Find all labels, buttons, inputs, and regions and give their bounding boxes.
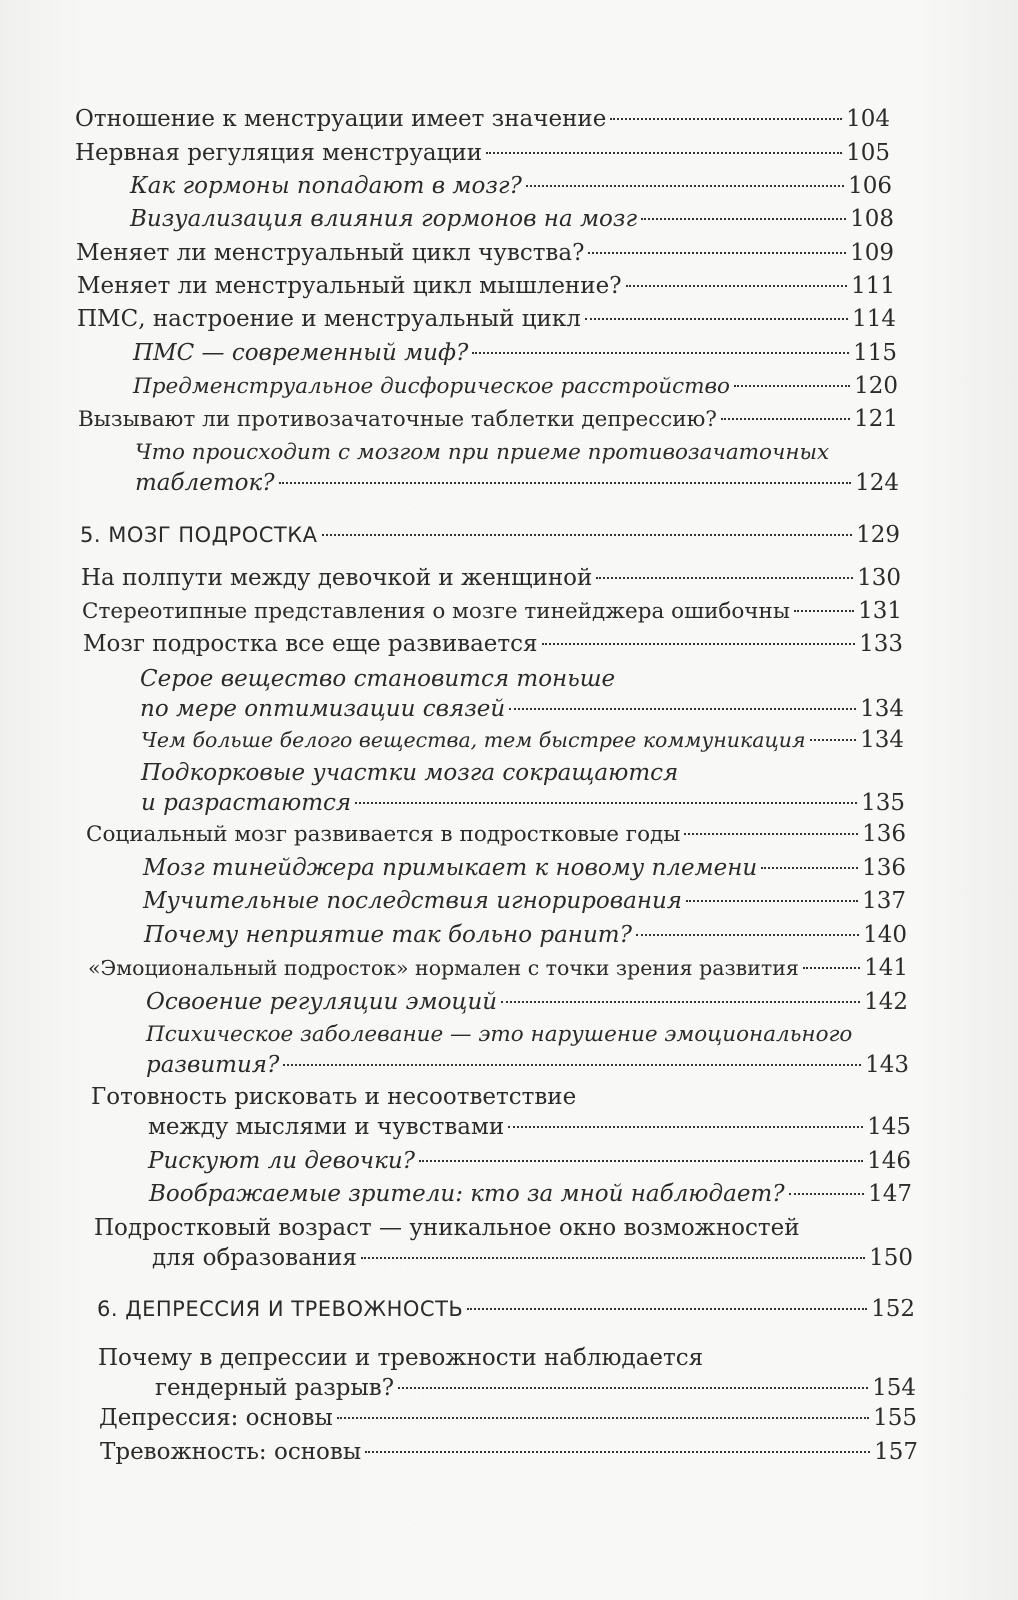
leader-dots (794, 610, 854, 612)
toc-entry (91, 1082, 911, 1142)
toc-entry (81, 563, 901, 593)
toc-page-number: 115 (853, 340, 897, 366)
toc-page-number: 131 (858, 598, 902, 624)
toc-entry-title: «Эмоциональный подросток» нормален с точки зрения развития (88, 956, 799, 980)
toc-entry-title: Предменструальное дисфорическое расстройство (133, 374, 730, 399)
toc-page-number: 136 (862, 821, 906, 847)
toc-page-number: 137 (862, 888, 906, 914)
toc-subentry (143, 886, 906, 916)
toc-subentry (144, 920, 907, 950)
leader-dots (501, 1001, 860, 1003)
toc-entry (100, 1437, 918, 1467)
toc-entry-title: ПМС, настроение и менструальный цикл (77, 306, 581, 332)
toc-page-number: 140 (863, 922, 907, 948)
toc-entry-title: Меняет ли менструальный цикл чувства? (76, 240, 585, 266)
toc-subentry (135, 438, 899, 498)
toc-entry-title: Мозг подростка все еще развивается (83, 631, 538, 657)
leader-dots (761, 867, 858, 869)
leader-dots (472, 352, 849, 354)
toc-page-number: 114 (852, 306, 896, 332)
toc-entry-title: Вызывают ли противозачаточные таблетки депрессию? (78, 407, 717, 432)
toc-entry-title: развития? (146, 1052, 280, 1078)
toc-page-number: 124 (855, 470, 899, 496)
toc-page-number: 129 (856, 522, 900, 548)
toc-entry (99, 1403, 917, 1433)
toc-page-number: 147 (868, 1181, 912, 1207)
leader-dots (585, 318, 848, 320)
toc-entry-title: На полпути между девочкой и женщиной (81, 565, 593, 591)
leader-dots (486, 152, 842, 154)
toc-entry-title-line1: Психическое заболевание — это нарушение эмоционального (146, 1022, 853, 1047)
toc-chapter (80, 520, 900, 550)
toc-entry-title-line1: Подкорковые участки мозга сокращаются (141, 760, 679, 786)
leader-dots (279, 482, 852, 484)
toc-entry-title: Почему неприятие так больно ранит? (144, 922, 632, 948)
toc-page-number: 106 (848, 173, 892, 199)
toc-entry-title: Как гормоны попадают в мозг? (130, 173, 522, 199)
toc-entry (88, 953, 908, 983)
toc-entry-title: ПМС — современный миф? (133, 340, 469, 366)
toc-page-number: 136 (862, 855, 906, 881)
leader-dots (610, 118, 842, 120)
toc-entry (76, 238, 894, 268)
toc-page-number: 152 (871, 1296, 915, 1322)
toc-entry-title: Депрессия: основы (99, 1405, 333, 1431)
toc-entry-title: Освоение регуляции эмоций (146, 989, 498, 1015)
leader-dots (283, 1064, 861, 1066)
toc-page-number: 145 (867, 1114, 911, 1140)
toc-entry-title: по мере оптимизации связей (140, 696, 506, 722)
toc-entry-title: Стереотипные представления о мозге тинейджера ошибочны (82, 599, 790, 624)
toc-entry (77, 271, 895, 301)
toc-entry-title: Визуализация влияния гормонов на мозг (130, 206, 638, 232)
toc-subentry (146, 1020, 909, 1080)
toc-page-number: 104 (846, 106, 890, 132)
toc-entry-title-line1: Серое вещество становится тоньше (140, 666, 616, 692)
toc-entry-title-line1: Подростковый возраст — уникальное окно возможностей (94, 1215, 800, 1241)
toc-page-number: 108 (850, 206, 894, 232)
toc-subentry (133, 371, 898, 402)
leader-dots (361, 1257, 865, 1259)
leader-dots (526, 185, 844, 187)
toc-entry (83, 629, 903, 659)
chapter-title: 6. ДЕПРЕССИЯ И ТРЕВОЖНОСТЬ (97, 1297, 464, 1321)
toc-entry-title: Отношение к менструации имеет значение (75, 106, 607, 132)
toc-entry (94, 1213, 913, 1273)
toc-entry-title: гендерный разрыв? (155, 1375, 395, 1401)
leader-dots (322, 534, 853, 536)
toc-entry-title: таблеток? (135, 470, 275, 496)
toc-entry-title: Мозг тинейджера примыкает к новому племени (143, 855, 758, 881)
toc-page-number: 130 (857, 565, 901, 591)
toc-subentry (141, 758, 905, 818)
leader-dots (467, 1308, 867, 1310)
toc-page-number: 134 (860, 727, 904, 753)
leader-dots (419, 1160, 863, 1162)
toc-entry-title: Рискуют ли девочки? (148, 1148, 415, 1174)
toc-page-number: 134 (860, 696, 904, 722)
toc-entry-title: Воображаемые зрители: кто за мной наблюдает? (149, 1181, 785, 1207)
toc-entry-title: и разрастаются (141, 790, 352, 816)
leader-dots (734, 385, 850, 387)
toc-entry-title: Мучительные последствия игнорирования (143, 888, 683, 914)
toc-entry-title: Тревожность: основы (100, 1439, 362, 1465)
leader-dots (626, 285, 848, 287)
leader-dots (337, 1417, 869, 1419)
toc-page-number: 146 (867, 1148, 911, 1174)
toc-subentry (130, 204, 894, 234)
toc-subentry (149, 1179, 912, 1209)
toc-page-number: 150 (869, 1245, 913, 1271)
toc-entry-title: Социальный мозг развивается в подростковые годы (86, 822, 681, 847)
leader-dots (686, 900, 858, 902)
toc-subentry (133, 338, 897, 368)
toc-page-number: 141 (864, 955, 908, 981)
toc-page-number: 135 (861, 790, 905, 816)
toc-page-number: 142 (864, 989, 908, 1015)
toc-entry-title: Меняет ли менструальный цикл мышление? (77, 273, 622, 299)
toc-subentry (130, 171, 892, 201)
toc-subentry (146, 987, 908, 1017)
toc-chapter (97, 1294, 915, 1324)
chapter-title: 5. МОЗГ ПОДРОСТКА (80, 523, 318, 547)
toc-entry-title: между мыслями и чувствами (148, 1114, 505, 1140)
toc-entry-title: Нервная регуляция менструации (75, 140, 483, 166)
leader-dots (509, 708, 856, 710)
leader-dots (508, 1126, 863, 1128)
toc-entry (82, 596, 902, 627)
toc-subentry (143, 853, 906, 883)
toc-entry-title: Чем больше белого вещества, тем быстрее коммуникация (141, 728, 806, 752)
toc-entry (78, 404, 898, 435)
leader-dots (588, 252, 846, 254)
toc-entry-title: для образования (152, 1245, 357, 1271)
leader-dots (636, 934, 859, 936)
toc-entry-title-line1: Что происходит с мозгом при приеме противозачаточных (135, 440, 830, 465)
toc-page-number: 120 (854, 373, 898, 399)
leader-dots (365, 1451, 870, 1453)
leader-dots (803, 967, 860, 969)
toc-page-number: 109 (850, 240, 894, 266)
leader-dots (542, 643, 856, 645)
toc-page-number: 121 (854, 406, 898, 432)
leader-dots (789, 1193, 865, 1195)
toc-entry (75, 138, 890, 168)
toc-entry (86, 819, 906, 850)
leader-dots (596, 577, 853, 579)
leader-dots (355, 802, 857, 804)
leader-dots (721, 418, 850, 420)
leader-dots (641, 218, 846, 220)
toc-entry-title-line1: Готовность рисковать и несоответствие (91, 1084, 577, 1110)
toc-page-number: 157 (874, 1439, 918, 1465)
toc-page-number: 133 (859, 631, 903, 657)
toc-page-number: 155 (873, 1405, 917, 1431)
toc-subentry (148, 1146, 911, 1176)
toc-entry (77, 304, 896, 334)
toc-entry (98, 1343, 916, 1403)
toc-page-number: 154 (872, 1375, 916, 1401)
toc-entry-title-line1: Почему в депрессии и тревожности наблюдается (98, 1345, 704, 1371)
leader-dots (684, 833, 858, 835)
leader-dots (810, 739, 857, 741)
toc-page-number: 105 (846, 140, 890, 166)
toc-entry (75, 104, 890, 134)
toc-page-number: 111 (851, 273, 895, 299)
toc-page-number: 143 (865, 1052, 909, 1078)
toc-subentry (140, 664, 904, 724)
leader-dots (398, 1387, 868, 1389)
toc-subentry (141, 725, 904, 755)
